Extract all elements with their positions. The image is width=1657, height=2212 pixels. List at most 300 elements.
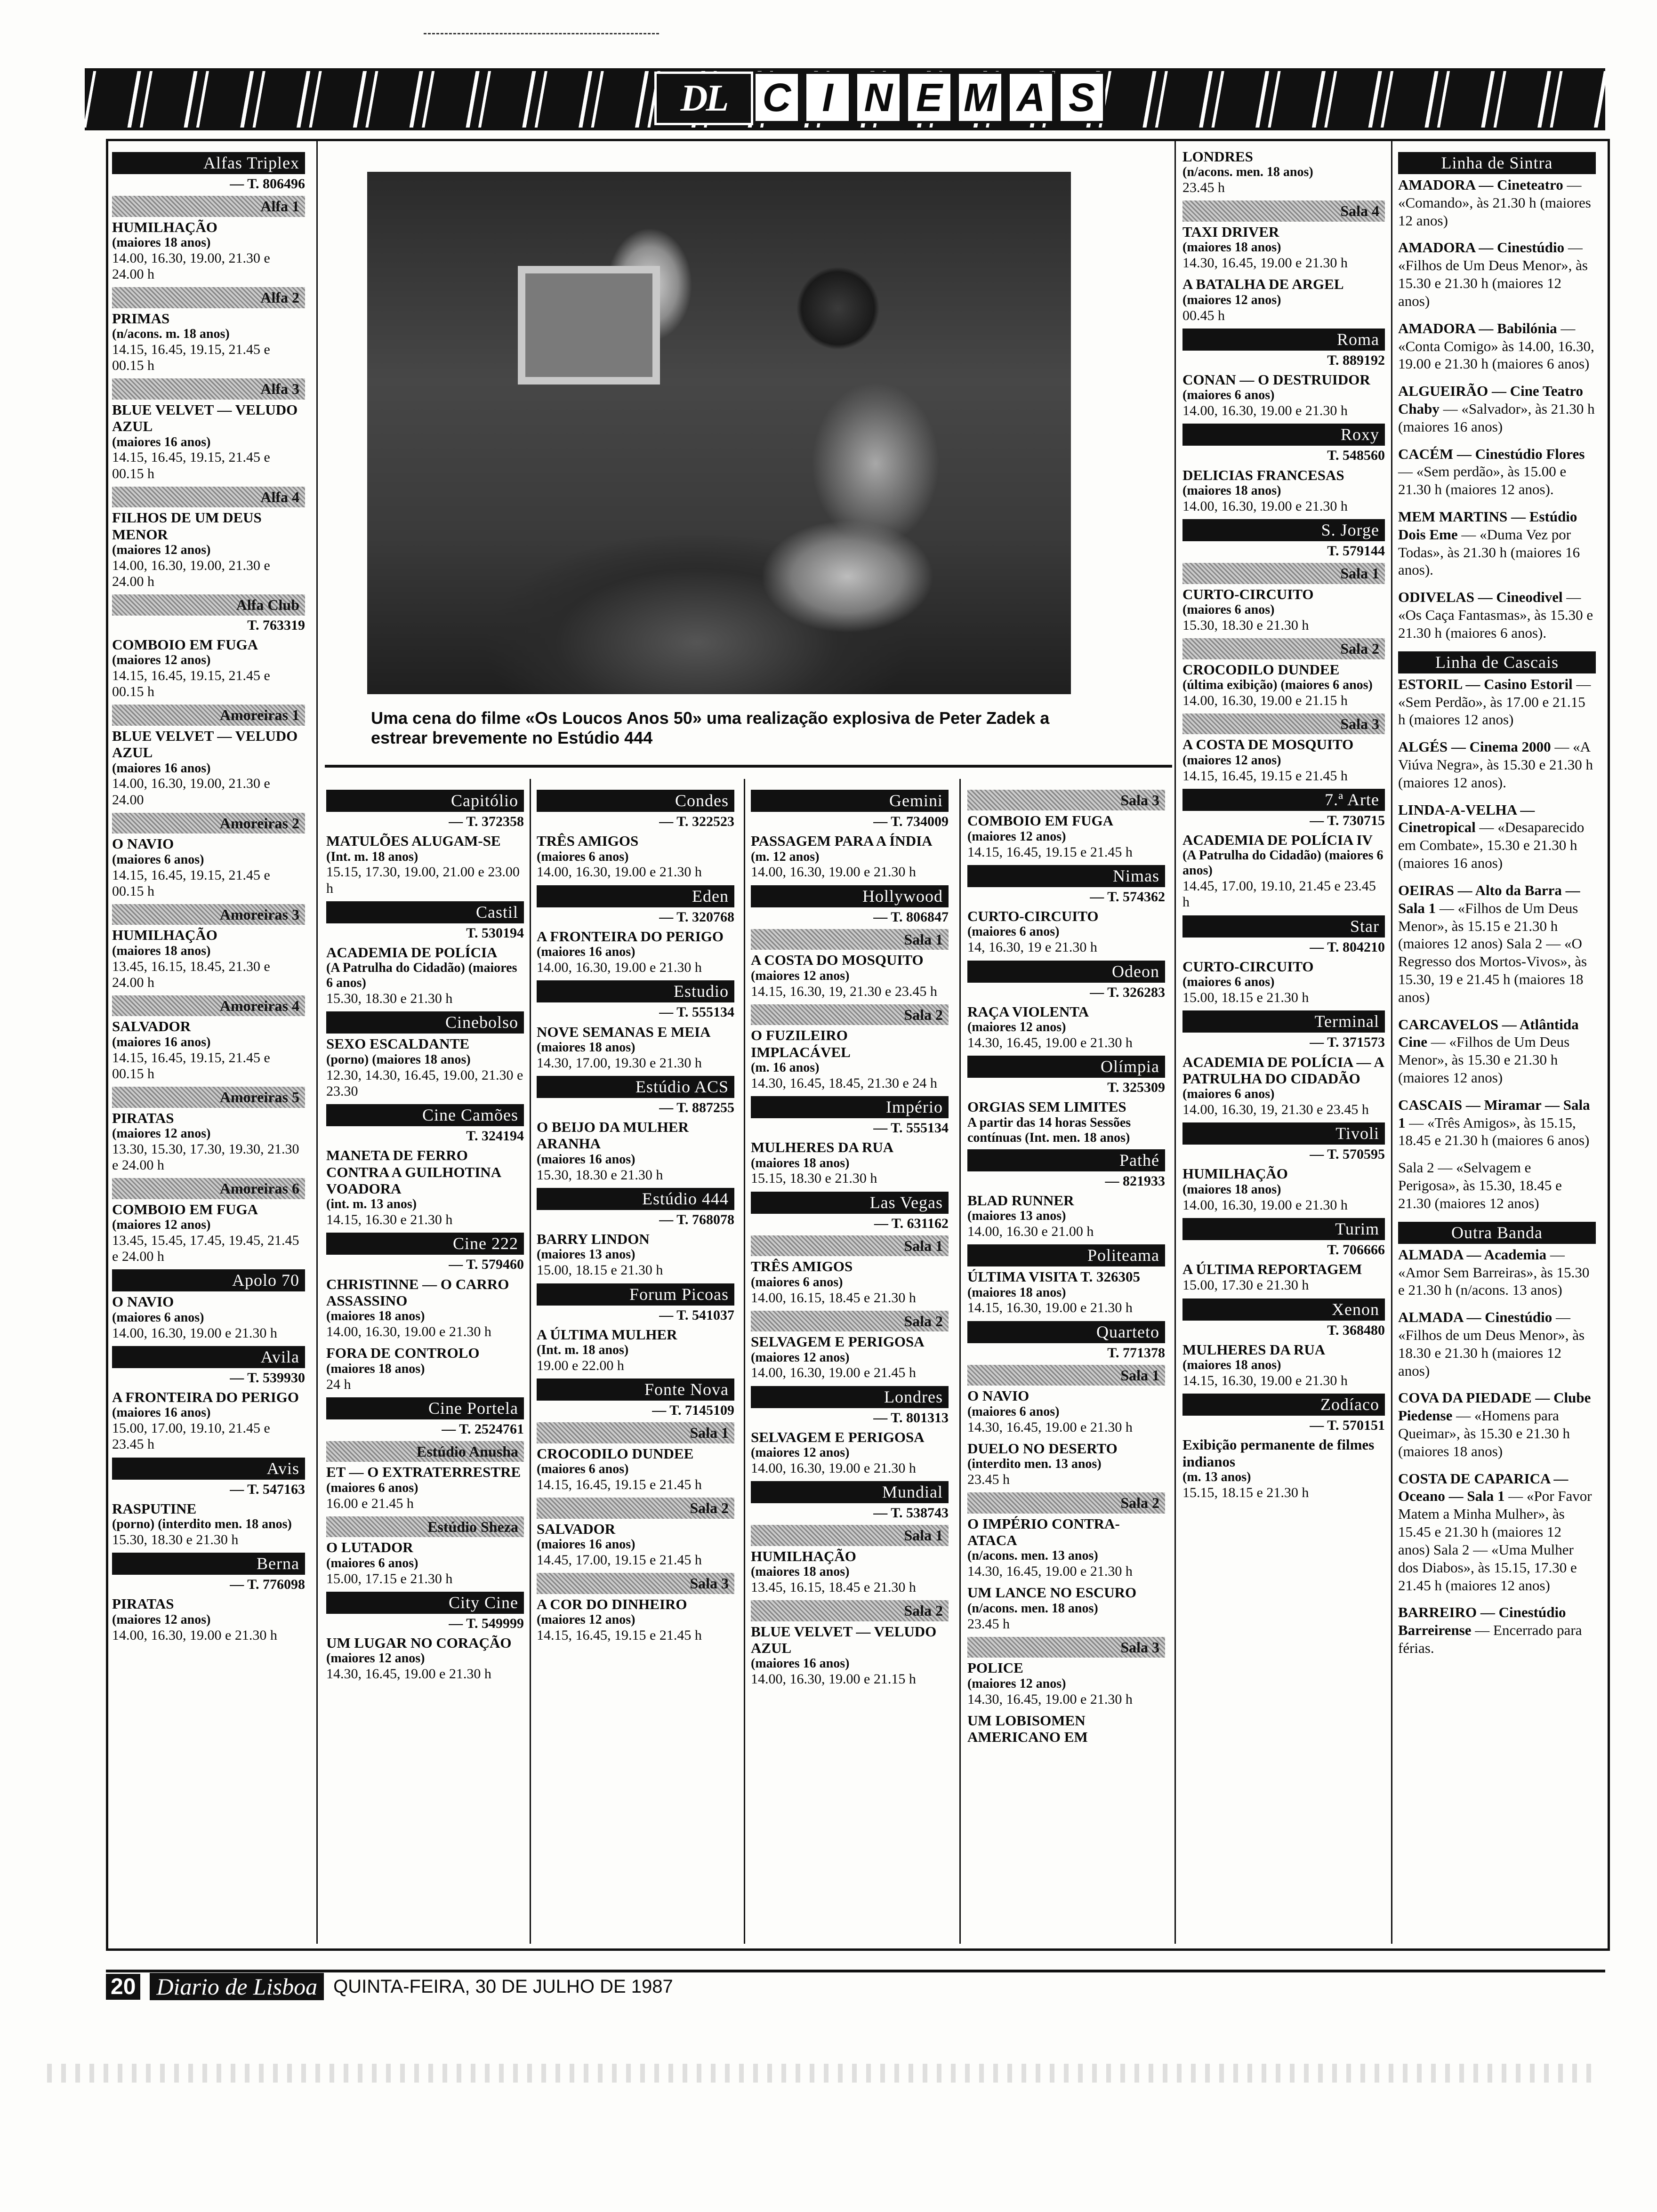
film-title: SALVADOR [112,1018,191,1035]
showtimes: 14.15, 16.45, 19.15, 21.45 e 00.15 h [112,867,270,899]
film-listing [1182,586,1385,633]
scan-edge [0,0,1657,28]
film-listing [326,1147,524,1228]
showtimes: 14.00, 16.30, 19.00 e 21.15 h [1182,692,1348,708]
screen-label: Sala 3 [1182,713,1385,734]
regional-listing [1398,1308,1596,1379]
film-listing [751,952,949,999]
film-title: BLUE VELVET — VELUDO AZUL [112,727,298,761]
listing-text: — «Homens para Queimar», às 15.30 e 21.30 h (maiores 18 anos) [1398,1407,1570,1459]
age-rating: (maiores 6 anos) [326,1555,418,1571]
film-title: TRÊS AMIGOS [537,833,639,850]
film-title: BLUE VELVET — VELUDO AZUL [751,1623,937,1657]
screen-label: Alfa Club [112,594,305,615]
showtimes: 14.00, 16.30, 19.00, 21.30 e 24.00 h [112,250,270,282]
showtimes: 14.30, 16.45, 19.00 e 21.30 h [967,1419,1133,1435]
film-listing [112,310,305,374]
film-title: O FUZILEIRO IMPLACÁVEL [751,1027,851,1060]
film-title: ÚLTIMA VISITA T. 326305 [967,1268,1140,1285]
film-listing [326,1539,524,1587]
cinema-name-bar: Capitólio [326,790,524,812]
film-listing [1182,1261,1385,1294]
film-listing [112,1500,305,1548]
venue-name: OEIRAS — Alto da Barra — Sala 1 [1398,882,1580,916]
showtimes: 14.15, 16.30, 19.00 e 21.30 h [1182,1373,1348,1389]
age-rating: (int. m. 13 anos) [326,1197,417,1212]
film-title: DELICIAS FRANCESAS [1182,466,1344,483]
film-title: Exibição permanente de filmes indianos [1182,1436,1375,1470]
film-title: RAÇA VIOLENTA [967,1003,1089,1020]
screen-label: Sala 4 [1182,200,1385,221]
age-rating: (porno) (interdito men. 18 anos) [112,1517,292,1532]
film-title: O BEIJO DA MULHER ARANHA [537,1119,689,1152]
venue-name: ALGÉS — Cinema 2000 [1398,738,1551,755]
film-listing [751,1258,949,1306]
film-title: NOVE SEMANAS E MEIA [537,1023,711,1040]
film-title: RASPUTINE [112,1500,197,1517]
age-rating: (maiores 6 anos) [1182,388,1275,403]
film-listing [1182,832,1385,911]
film-title: BARRY LINDON [537,1231,650,1248]
cinema-name-bar: Condes [537,790,734,812]
showtimes: 14.15, 16.45, 19.15, 21.45 e 00.15 h [112,342,270,374]
phone-number: T. 771378 [1107,1345,1165,1361]
age-rating: (maiores 6 anos) [537,849,629,864]
phone-number: — T. 555134 [873,1120,949,1136]
age-rating: A partir das 14 horas Sessões contínuas (Int. men. 18 anos) [967,1115,1131,1145]
showtimes: 14.30, 16.45, 19.00 e 21.30 h [967,1034,1133,1050]
showtimes: 14.00, 16.30, 19.00 e 21.30 h [1182,1197,1348,1213]
age-rating: (n/acons. men. 13 anos) [967,1548,1098,1563]
screen-label: Sala 2 [537,1498,734,1518]
regional-listing [1398,1016,1596,1087]
listing-text: — «Conta Comigo» às 14.00, 16.30, 19.00 e 21.30 h (maiores 6 anos) [1398,320,1594,372]
film-listing [326,944,524,1007]
film-title: A COR DO DINHEIRO [537,1595,687,1612]
film-title: SELVAGEM E PERIGOSA [751,1333,925,1350]
film-listing [967,1098,1165,1145]
film-listing [112,927,305,991]
venue-name: ODIVELAS — Cineodivel [1398,589,1563,606]
phone-number: T. 325309 [1107,1080,1165,1096]
age-rating: (maiores 12 anos) [751,1445,850,1460]
film-title: UM LUGAR NO CORAÇÃO [326,1634,512,1651]
age-rating: (maiores 6 anos) [1182,1087,1275,1102]
film-listing [967,812,1165,860]
film-title: CONAN — O DESTRUIDOR [1182,371,1370,388]
newspaper-name: Diario de Lisboa [150,1973,324,2000]
phone-number: — T. 7145109 [652,1403,734,1419]
film-listing [112,401,305,482]
regional-listing [1398,675,1596,729]
column-rule [959,779,961,1944]
listing-text: — «Por Favor Matem a Minha Mulher», às 15.45 e 21.30 h (maiores 12 anos) Sala 2 — «Uma Mulher dos Diabos», às 15.15, 17.30 e 21.45 h (maiores 12 anos) [1398,1488,1592,1594]
age-rating: (maiores 13 anos) [537,1247,635,1262]
film-listing [967,1515,1165,1580]
section-title-letter: C [753,72,800,123]
showtimes: 15.15, 18.30 e 21.30 h [751,1170,877,1186]
age-rating: (maiores 6 anos) [112,852,204,867]
film-listing [326,1345,524,1392]
phone-number: T. 324194 [466,1128,524,1144]
screen-label: Sala 1 [967,1365,1165,1386]
showtimes: 14.15, 16.45, 19.15, 21.45 e 00.15 h [112,449,270,481]
age-rating: (maiores 12 anos) [112,1217,211,1232]
film-listing [112,1389,305,1453]
age-rating: (maiores 13 anos) [967,1209,1066,1224]
age-rating: (interdito men. 13 anos) [967,1457,1102,1472]
cinema-name-bar: Avis [112,1458,305,1480]
film-title: SALVADOR [537,1520,616,1537]
cinema-name-bar: City Cine [326,1592,524,1614]
film-title: CROCODILO DUNDEE [1182,661,1340,678]
venue-name: ALMADA — Cinestúdio [1398,1309,1552,1326]
cinema-name-bar: Estudio [537,980,734,1002]
screen-label: Alfa 4 [112,487,305,507]
film-title: FILHOS DE UM DEUS MENOR [112,509,262,543]
screen-label: Sala 3 [967,1637,1165,1658]
listing-text: — «Salvador», às 21.30 h (maiores 16 anos) [1398,400,1595,435]
regional-listings [1398,148,1596,1667]
film-listing [1182,148,1385,196]
age-rating: (maiores 6 anos) [326,1480,418,1495]
film-listing [326,1276,524,1340]
showtimes: 15.00, 17.30 e 21.30 h [1182,1277,1309,1293]
regional-listing [1398,588,1596,641]
screen-label: Sala 1 [751,1525,949,1546]
cinema-name-bar: Cine 222 [326,1233,524,1255]
screen-label: Sala 2 [967,1492,1165,1513]
screen-label: Sala 3 [967,790,1165,810]
film-title: PASSAGEM PARA A ÍNDIA [751,833,933,850]
venue-name: ALGUEIRÃO — Cine Teatro Chaby [1398,383,1583,417]
film-title: A BATALHA DE ARGEL [1182,276,1344,293]
age-rating: (maiores 18 anos) [112,943,211,958]
age-rating: (maiores 12 anos) [112,1126,211,1141]
phone-number: — T. 806496 [230,176,305,192]
screen-label: Alfa 2 [112,287,305,308]
screen-label: Amoreiras 6 [112,1178,305,1199]
age-rating: (maiores 12 anos) [967,1020,1066,1035]
venue-name: LINDA-A-VELHA — Cinetropical [1398,801,1535,836]
cinema-name-bar: Alfas Triplex [112,152,305,174]
age-rating: (Int. m. 18 anos) [537,1343,629,1358]
showtimes: 14.00, 16.30, 19.00 e 21.30 h [1182,403,1348,419]
age-rating: (maiores 12 anos) [1182,753,1281,768]
age-rating: (maiores 16 anos) [112,434,211,449]
film-listing [1182,467,1385,514]
age-rating: (maiores 16 anos) [537,945,635,960]
section-title-letter: M [957,72,1004,123]
regional-listing [1398,882,1596,1006]
film-title: A FRONTEIRA DO PERIGO [537,928,724,945]
dateline: QUINTA-FEIRA, 30 DE JULHO DE 1987 [333,1976,673,1997]
photo-rule [325,765,1172,768]
age-rating: (maiores 18 anos) [1182,240,1281,255]
age-rating: (maiores 6 anos) [112,1310,204,1325]
film-title: HUMILHAÇÃO [112,927,217,944]
film-listing [751,1623,949,1688]
showtimes: 24 h [326,1376,351,1392]
film-listing [967,1003,1165,1051]
phone-number: T. 548560 [1327,448,1385,464]
venue-name: AMADORA — Cineteatro [1398,176,1563,193]
film-title: UM LANCE NO ESCURO [967,1584,1137,1601]
film-listing [537,1445,734,1493]
screen-label: Sala 1 [1182,563,1385,584]
column-rule [1391,141,1392,1944]
section-title-letter: E [906,72,953,123]
phone-number: T. 368480 [1327,1322,1385,1338]
showtimes: 14.30, 16.45, 18.45, 21.30 e 24 h [751,1075,937,1091]
showtimes: 15.00, 17.15 e 21.30 h [326,1571,453,1587]
phone-number: — T. 538743 [873,1505,949,1521]
age-rating: (maiores 12 anos) [967,829,1066,844]
showtimes: 14.45, 17.00, 19.10, 21.45 e 23.45 h [1182,878,1376,910]
column-6 [1182,148,1385,1506]
screen-label: Sala 2 [751,1600,949,1621]
cinema-name-bar: Apolo 70 [112,1269,305,1291]
film-title: MANETA DE FERRO CONTRA A GUILHOTINA VOADORA [326,1147,501,1197]
showtimes: 14.15, 16.30, 19, 21.30 e 23.45 h [751,983,937,999]
film-listing [537,928,734,976]
age-rating: (maiores 18 anos) [967,1285,1066,1300]
film-title: PIRATAS [112,1109,174,1126]
showtimes: 14.00, 16.30, 19, 21.30 e 23.45 h [1182,1102,1369,1118]
film-title: A COSTA DO MOSQUITO [751,952,924,969]
film-listing [112,1018,305,1082]
film-still-photo [367,172,1071,694]
film-title: CHRISTINNE — O CARRO ASSASSINO [326,1275,509,1309]
film-title: ACADEMIA DE POLÍCIA [326,944,498,961]
showtimes: 13.30, 15.30, 17.30, 19.30, 21.30 e 24.00 h [112,1141,299,1173]
film-title: O NAVIO [112,835,174,852]
film-title: ET — O EXTRATERRESTRE [326,1464,521,1481]
cinema-name-bar: Terminal [1182,1010,1385,1033]
film-listing [967,1712,1165,1746]
age-rating: (maiores 12 anos) [112,653,211,668]
listing-text: — «Filhos de um Deus Menor», às 18.30 e 21.30 h (maiores 12 anos) [1398,1309,1585,1379]
age-rating: (maiores 12 anos) [112,1612,211,1627]
film-listing [751,1027,949,1091]
cinema-name-bar: Berna [112,1553,305,1575]
phone-number: — T. 887255 [659,1099,734,1115]
showtimes: 14.15, 16.30 e 21.30 h [326,1212,453,1228]
phone-number: — T. 371573 [1310,1034,1385,1050]
listing-text: — «Filhos de Um Deus Menor», às 15.30 e 21.30 h (maiores 12 anos) [1398,1034,1570,1086]
cinema-name-bar: Las Vegas [751,1192,949,1214]
phone-number: — T. 570595 [1310,1146,1385,1162]
scan-noise [47,2064,1601,2083]
film-title: CURTO-CIRCUITO [1182,958,1314,975]
phone-number: — T. 734009 [873,814,949,830]
regional-listing [1398,1159,1596,1212]
age-rating: (maiores 16 anos) [751,1656,850,1671]
phone-number: — T. 801313 [873,1410,949,1426]
film-listing [326,1635,524,1682]
age-rating: (porno) (maiores 18 anos) [326,1052,471,1067]
region-heading: Outra Banda [1398,1222,1596,1244]
showtimes: 14.15, 16.45, 19.15 e 21.45 h [1182,768,1348,784]
photo-caption: Uma cena do filme «Os Loucos Anos 50» uma realização explosiva de Peter Zadek a estrear brevemente no Estúdio 444 [371,708,1050,748]
film-title: ACADEMIA DE POLÍCIA IV [1182,832,1373,849]
film-title: TAXI DRIVER [1182,223,1279,240]
age-rating: (n/acons. m. 18 anos) [112,327,230,342]
showtimes: 14.00, 16.30, 19.00 e 21.30 h [1182,498,1348,514]
column-rule [744,779,745,1944]
film-listing [751,1429,949,1476]
phone-number: — T. 804210 [1310,939,1385,955]
film-title: CURTO-CIRCUITO [1182,585,1314,602]
film-title: A ÚLTIMA MULHER [537,1326,677,1343]
film-title: O NAVIO [967,1387,1030,1404]
venue-name: CACÉM — Cinestúdio Flores [1398,445,1585,462]
film-listing [1182,1436,1385,1501]
listing-text: Sala 2 — «Selvagem e Perigosa», às 15.30, 18.45 e 21.30 (maiores 12 anos) [1398,1159,1562,1211]
film-listing [1182,736,1385,784]
screen-label: Estúdio Sheza [326,1516,524,1537]
film-listing [1182,958,1385,1006]
showtimes: 14.30, 16.45, 19.00 e 21.30 h [1182,255,1348,271]
film-listing [1182,371,1385,419]
regional-listing [1398,445,1596,498]
film-listing [112,509,305,590]
listing-text: — «Filhos de Um Deus Menor», às 15.30 e 21.30 h (maiores 12 anos) [1398,239,1588,309]
film-title: HUMILHAÇÃO [112,218,217,235]
film-listing [1182,661,1385,709]
listing-text: — «Sem perdão», às 15.00 e 21.30 h (maiores 12 anos). [1398,463,1567,498]
dl-logo: DL [654,72,753,125]
column-4 [751,786,949,1692]
age-rating: (maiores 18 anos) [112,235,211,250]
section-title-letter: I [804,72,851,123]
film-listing [537,1231,734,1278]
age-rating: (maiores 18 anos) [1182,483,1281,498]
film-title: BLAD RUNNER [967,1192,1074,1209]
showtimes: 15.30, 18.30 e 21.30 h [326,991,453,1007]
film-title: A ÚLTIMA REPORTAGEM [1182,1261,1362,1278]
film-title: ORGIAS SEM LIMITES [967,1098,1126,1115]
film-listing [967,908,1165,955]
venue-name: MEM MARTINS — Estúdio Dois Eme [1398,508,1577,543]
film-title: BLUE VELVET — VELUDO AZUL [112,401,298,435]
showtimes: 14.15, 16.45, 19.15 e 21.45 h [967,844,1133,860]
film-listing [112,728,305,808]
age-rating: (maiores 18 anos) [537,1040,635,1055]
listing-text: — «Os Caça Fantasmas», às 15.30 e 21.30 h (maiores 6 anos). [1398,589,1593,641]
listing-text: — Encerrado para férias. [1398,1622,1582,1656]
page-footer [106,1970,1605,2001]
film-title: HUMILHAÇÃO [1182,1165,1288,1182]
film-listing [537,1326,734,1374]
showtimes: 15.30, 18.30 e 21.30 h [537,1167,663,1183]
film-listing [751,1548,949,1595]
film-title: CURTO-CIRCUITO [967,908,1099,925]
listing-text: — «Sem Perdão», às 17.00 e 21.15 h (maiores 12 anos) [1398,675,1591,728]
cinema-name-bar: Londres [751,1386,949,1408]
age-rating: (maiores 6 anos) [537,1462,629,1477]
age-rating: (A Patrulha do Cidadão) (maiores 6 anos) [326,961,517,991]
film-listing [967,1440,1165,1488]
regional-listing [1398,176,1596,229]
phone-number: — T. 631162 [874,1215,949,1231]
phone-number: T. 889192 [1327,352,1385,368]
regional-listing [1398,1470,1596,1595]
film-title: UM LOBISOMEN AMERICANO EM [967,1712,1088,1746]
film-title: PRIMAS [112,310,170,327]
age-rating: (maiores 12 anos) [112,542,211,557]
showtimes: 23.45 h [967,1471,1010,1487]
age-rating: (m. 13 anos) [1182,1470,1251,1485]
cinema-name-bar: Roxy [1182,424,1385,446]
film-listing [751,1333,949,1381]
regional-listing [1398,1096,1596,1149]
film-title: DUELO NO DESERTO [967,1440,1118,1457]
age-rating: (maiores 6 anos) [967,924,1060,939]
venue-name: CARCAVELOS — Atlântida Cine [1398,1016,1579,1050]
film-listing [1182,1165,1385,1213]
phone-number: — T. 806847 [873,909,949,925]
film-listing [112,835,305,899]
film-title: A COSTA DE MOSQUITO [1182,736,1354,753]
column-rule [1174,141,1176,1944]
phone-number: — T. 539930 [230,1370,305,1386]
film-listing [751,1139,949,1186]
age-rating: (maiores 12 anos) [326,1651,425,1666]
screen-label: Sala 3 [537,1573,734,1594]
age-rating: (n/acons. men. 18 anos) [1182,165,1313,180]
phone-number: T. 579144 [1327,543,1385,559]
film-title: MULHERES DA RUA [1182,1341,1326,1358]
film-title: SEXO ESCALDANTE [326,1035,470,1052]
venue-name: ALMADA — Academia [1398,1246,1547,1263]
cinema-name-bar: Castil [326,901,524,923]
showtimes: 14.00, 16.30, 19.00 e 21.30 h [112,1325,277,1341]
column-rule [530,779,531,1944]
age-rating: (maiores 18 anos) [326,1361,425,1376]
screen-label: Estúdio Anusha [326,1441,524,1462]
regional-listing [1398,738,1596,791]
screen-label: Sala 2 [1182,638,1385,659]
showtimes: 15.15, 18.15 e 21.30 h [1182,1485,1309,1501]
screen-label: Amoreiras 4 [112,995,305,1016]
phone-number: — T. 555134 [659,1004,734,1020]
age-rating: (maiores 6 anos) [967,1404,1060,1419]
film-listing [112,636,305,700]
column-2 [326,786,524,1687]
phone-number: — 821933 [1105,1173,1165,1189]
showtimes: 14.00, 16.30, 19.00 e 21.30 h [112,1627,277,1643]
screen-label: Alfa 3 [112,378,305,399]
age-rating: (maiores 18 anos) [326,1309,425,1324]
regional-listing [1398,239,1596,310]
age-rating: (maiores 6 anos) [1182,975,1275,990]
film-title: COMBOIO EM FUGA [967,812,1113,829]
age-rating: (maiores 18 anos) [1182,1182,1281,1197]
cinema-name-bar: Mundial [751,1481,949,1503]
cinema-name-bar: Gemini [751,790,949,812]
phone-number: — T. 730715 [1310,812,1385,828]
cinema-name-bar: Odeon [967,961,1165,983]
age-rating: (maiores 6 anos) [751,1274,843,1290]
showtimes: 19.00 e 22.00 h [537,1357,624,1373]
film-title: POLICE [967,1659,1023,1676]
phone-number: — T. 549999 [449,1615,524,1631]
showtimes: 00.45 h [1182,307,1225,323]
age-rating: (maiores 16 anos) [537,1537,635,1552]
section-title-letter: S [1058,72,1105,123]
listing-text: — «A Viúva Negra», às 15.30 e 21.30 h (maiores 12 anos). [1398,738,1593,791]
